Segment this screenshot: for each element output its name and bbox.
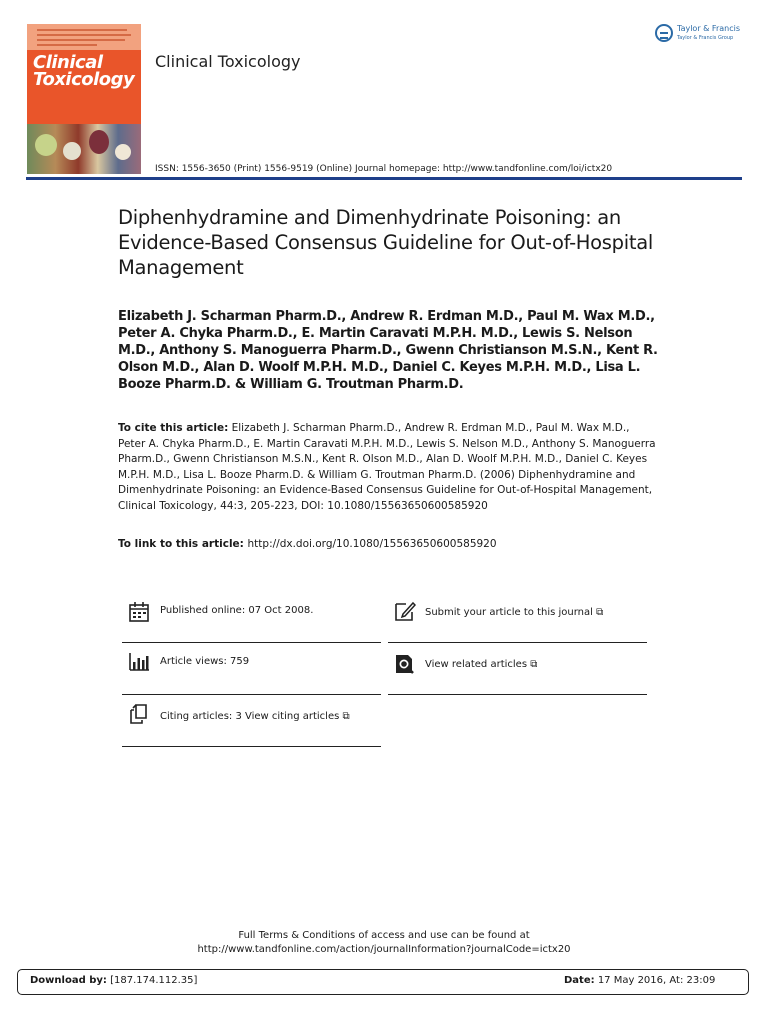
info-divider	[122, 642, 381, 643]
publisher-logo-name: Taylor & Francis	[677, 24, 740, 33]
date-value: 17 May 2016, At: 23:09	[597, 975, 716, 986]
external-link-icon: ⧉	[342, 711, 350, 722]
edit-icon	[394, 600, 416, 622]
download-by	[30, 975, 197, 986]
citing-articles-text[interactable]: Citing articles: 3 View citing articles	[160, 711, 340, 722]
article-doi-link[interactable]: http://dx.doi.org/10.1080/15563650600585920	[247, 538, 497, 550]
citation-text: Elizabeth J. Scharman Pharm.D., Andrew R. Erdman M.D., Paul M. Wax M.D., Peter A. Chyka Pharm.D., E. Martin Caravati M.P.H. M.D., Lewis S. Nelson M.D., Anthony S. Manoguerra Pharm.D., Gwenn Christianson M.S.N., Kent R. Olson M.D., Alan D. Woolf M.P.H. M.D., Daniel C. Keyes M.P.H. M.D., Lisa L. Booze Pharm.D. & William G. Troutman Pharm.D. (2006) Diphenhydramine and Dimenhydrinate Poisoning: an Evidence-Based Consensus Guideline for Out-of-Hospital Management, Clinical Toxicology, 44:3, 205-223, DOI:	[118, 422, 656, 512]
terms-line: Full Terms & Conditions of access and use can be found at	[238, 930, 530, 941]
citing-articles-link[interactable]	[160, 711, 350, 722]
article-title: Diphenhydramine and Dimenhydrinate Poisoning: an Evidence-Based Consensus Guideline for Out-of-Hospital Management	[118, 206, 653, 279]
download-ip: [187.174.112.35]	[110, 975, 198, 986]
submit-article-text[interactable]: Submit your article to this journal	[425, 607, 593, 618]
download-date	[564, 975, 715, 986]
search-document-icon	[394, 653, 416, 675]
calendar-icon	[128, 601, 150, 623]
external-link-icon: ⧉	[530, 659, 538, 670]
article-link-line	[118, 538, 497, 550]
info-divider	[122, 746, 381, 747]
publisher-logo-group: Taylor & Francis Group	[677, 35, 734, 41]
cite-label: To cite this article:	[118, 422, 229, 434]
issn-homepage-line[interactable]: ISSN: 1556-3650 (Print) 1556-9519 (Online) Journal homepage: http://www.tandfonline.com/loi/ictx20	[155, 164, 613, 174]
link-label: To link to this article:	[118, 538, 248, 550]
external-link-icon: ⧉	[596, 607, 604, 618]
cover-photo	[27, 124, 141, 174]
related-articles-text[interactable]: View related articles	[425, 659, 528, 670]
header-divider	[26, 177, 742, 180]
citation-block	[118, 421, 658, 514]
related-articles-link[interactable]	[425, 659, 537, 670]
published-online-text: Published online: 07 Oct 2008.	[160, 605, 314, 616]
article-views-text: Article views: 759	[160, 656, 250, 667]
cover-top-band	[27, 24, 141, 50]
citation-doi-link[interactable]: 10.1080/15563650600585920	[327, 499, 488, 512]
info-divider	[388, 642, 647, 643]
info-divider	[388, 694, 647, 695]
download-by-label: Download by:	[30, 975, 107, 986]
documents-icon	[128, 703, 150, 725]
journal-name[interactable]: Clinical Toxicology	[155, 52, 301, 71]
submit-article-link[interactable]	[425, 607, 603, 618]
journal-cover-image	[27, 24, 141, 174]
terms-note	[0, 929, 768, 957]
author-list: Elizabeth J. Scharman Pharm.D., Andrew R. Erdman M.D., Paul M. Wax M.D., Peter A. Chyka Pharm.D., E. Martin Caravati M.P.H. M.D., Lewis S. Nelson M.D., Anthony S. Manoguerra Pharm.D., Gwenn Christianson M.S.N., Kent R. Olson M.D., Alan D. Woolf M.P.H. M.D., Daniel C. Keyes M.P.H. M.D., Lisa L. Booze Pharm.D. & William G. Troutman Pharm.D.	[118, 309, 658, 392]
publisher-logo[interactable]	[655, 24, 747, 46]
date-label: Date:	[564, 975, 595, 986]
cover-title: Clinical Toxicology	[33, 52, 135, 90]
bar-chart-icon	[128, 651, 150, 673]
terms-url-link[interactable]: http://www.tandfonline.com/action/journalInformation?journalCode=ictx20	[197, 944, 571, 955]
info-divider	[122, 694, 381, 695]
taylor-francis-logo-icon	[655, 24, 673, 42]
